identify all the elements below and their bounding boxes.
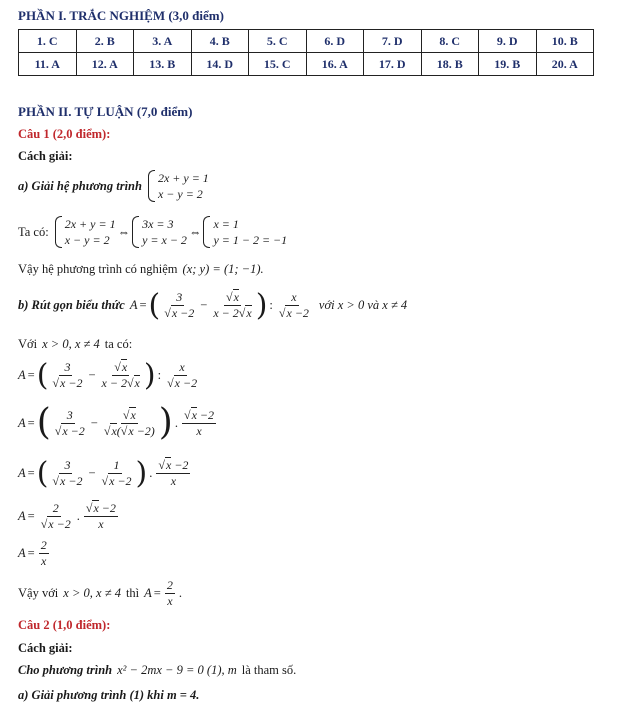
- paren-open: (: [36, 357, 49, 393]
- denominator: √x −2: [164, 306, 195, 320]
- dot: .: [149, 466, 153, 480]
- answer-cell: 4. B: [191, 30, 249, 53]
- radicand: x: [174, 376, 180, 390]
- numerator: √x: [122, 407, 136, 422]
- denominator: √x −2: [52, 474, 83, 488]
- denominator: x: [98, 517, 104, 531]
- part1-title: PHẦN I. TRẮC NGHIỆM (3,0 điểm): [18, 8, 224, 23]
- answer-cell: 7. D: [364, 30, 422, 53]
- answer-cell: 20. A: [536, 53, 594, 76]
- equation: 3x = 3: [142, 217, 174, 231]
- numerator: √x −2: [158, 458, 189, 472]
- denominator: x: [170, 474, 177, 488]
- equals-sign: =: [139, 298, 147, 312]
- brace: [203, 216, 210, 248]
- part2-title: PHẦN II. TỰ LUẬN (7,0 điểm): [18, 104, 193, 119]
- radicand: x: [130, 407, 136, 422]
- q2-method: Cách giải:: [18, 641, 73, 655]
- fraction: [39, 538, 49, 569]
- conclusion-prefix: Vậy với: [18, 586, 59, 600]
- radicand: x: [171, 306, 178, 320]
- radicand: x: [134, 376, 140, 390]
- denominator: x: [196, 423, 202, 438]
- fraction: [182, 408, 216, 439]
- condition: x > 0, x ≠ 4: [42, 337, 100, 351]
- system-4: [203, 216, 287, 248]
- radicand: x: [48, 517, 54, 531]
- q1-method: Cách giải:: [18, 149, 73, 163]
- denominator: √x −2: [278, 306, 309, 320]
- answer-cell: 5. C: [249, 30, 307, 53]
- numerator: 3: [176, 290, 183, 304]
- dot: .: [178, 586, 182, 600]
- answer-cell: 1. C: [19, 30, 77, 53]
- answer-table: [18, 29, 594, 76]
- radicand: x: [121, 360, 128, 374]
- radicand: x: [109, 474, 115, 488]
- fraction: [211, 290, 253, 321]
- term: x − 2: [101, 376, 127, 390]
- var-a: A: [18, 368, 26, 382]
- fraction: [50, 458, 84, 489]
- numerator: 3: [66, 407, 73, 422]
- term: −2: [199, 407, 214, 422]
- answer-cell: 19. B: [479, 53, 537, 76]
- denominator: √x −2: [54, 423, 85, 438]
- q2-prompt: Cho phương trình: [18, 663, 113, 677]
- paren-open: (: [148, 287, 161, 323]
- var-a: A: [18, 466, 26, 480]
- fraction: [84, 501, 118, 532]
- numerator: 3: [64, 458, 71, 472]
- answer-cell: 12. A: [76, 53, 134, 76]
- paren-close: ): [135, 455, 148, 491]
- fraction: [102, 408, 157, 439]
- q2-param: là tham số.: [241, 663, 297, 677]
- var-a: A: [18, 415, 26, 430]
- radicand: x: [93, 501, 99, 515]
- q1a-conclusion: [18, 262, 264, 277]
- term: −2: [294, 306, 309, 320]
- dot: .: [76, 509, 80, 523]
- var-a: A: [18, 509, 26, 523]
- term: −2: [174, 458, 189, 472]
- numerator: √x: [226, 290, 239, 304]
- term: −2: [117, 474, 132, 488]
- var-a: A: [129, 298, 138, 312]
- equals-sign: =: [153, 586, 161, 600]
- radicand: x: [111, 423, 117, 438]
- radicand: x: [60, 474, 66, 488]
- term: −2: [56, 517, 71, 531]
- equals-sign: =: [27, 466, 35, 480]
- dot: .: [174, 415, 178, 430]
- equals-sign: =: [27, 368, 35, 382]
- paren-close: ): [158, 402, 173, 443]
- answer-cell: 8. C: [421, 30, 479, 53]
- paren-close: ): [143, 357, 156, 393]
- step-1: [18, 357, 201, 393]
- numerator: √x: [114, 360, 128, 374]
- numerator: x: [179, 360, 185, 374]
- numerator: 2: [166, 578, 173, 592]
- answer-cell: 16. A: [306, 53, 364, 76]
- q1-heading: Câu 1 (2,0 điểm):: [18, 127, 111, 141]
- numerator: 1: [113, 458, 120, 472]
- q2-equation: x² − 2mx − 9 = 0 (1), m: [117, 663, 237, 677]
- brace: [55, 216, 62, 248]
- taco-label-2: ta có:: [104, 337, 133, 351]
- minus-sign: −: [90, 415, 98, 430]
- radicand: x: [246, 306, 252, 320]
- equals-sign: =: [27, 509, 35, 523]
- conclusion-text: Vậy hệ phương trình có nghiệm: [18, 262, 178, 276]
- term: −2: [183, 376, 198, 390]
- answer-cell: 6. D: [306, 30, 364, 53]
- equation: x − y = 2: [64, 233, 110, 247]
- system-2: [55, 216, 116, 248]
- equals-sign: =: [27, 546, 35, 560]
- radicand: x: [191, 407, 197, 422]
- solution-value: (x; y) = (1; −1).: [182, 262, 264, 276]
- q2-heading: Câu 2 (1,0 điểm):: [18, 618, 111, 632]
- numerator: x: [291, 290, 297, 304]
- conclusion-mid: thì: [125, 586, 140, 600]
- radicand: x: [165, 458, 172, 472]
- radicand: x: [128, 423, 134, 438]
- answer-cell: 13. B: [134, 53, 192, 76]
- denominator: x − 2√x: [213, 306, 252, 320]
- denominator: √x −2: [52, 376, 83, 390]
- term: −2: [70, 423, 85, 438]
- q2a-prompt: a) Giải phương trình (1) khi m = 4.: [18, 688, 200, 702]
- step-4: [18, 501, 120, 532]
- table-row: [19, 30, 594, 53]
- term: −2: [68, 474, 83, 488]
- denominator: x: [41, 554, 47, 568]
- term: −2: [68, 376, 83, 390]
- paren-open: (: [36, 455, 49, 491]
- condition: x > 0, x ≠ 4: [63, 586, 121, 600]
- system-1: [148, 170, 209, 202]
- fraction: [100, 360, 142, 391]
- denominator: √x −2: [101, 474, 132, 488]
- q1b-prompt: b) Rút gọn biểu thức: [18, 298, 125, 312]
- system-3: [132, 216, 187, 248]
- q1b-conclusion: [18, 578, 184, 609]
- step-5: [18, 538, 51, 569]
- answer-cell: 14. D: [191, 53, 249, 76]
- q1b-prompt-line: [18, 287, 408, 323]
- answer-cell: 15. C: [249, 53, 307, 76]
- radicand: x: [286, 306, 292, 320]
- fraction: [165, 578, 175, 609]
- term: −2: [136, 423, 151, 438]
- equiv-symbol: ⇔: [188, 224, 202, 239]
- equation: x − y = 2: [157, 187, 203, 201]
- numerator: 2: [40, 538, 47, 552]
- q1a-line: [18, 170, 209, 202]
- q1a-prompt: a) Giải hệ phương trình: [18, 178, 142, 193]
- answer-cell: 3. A: [134, 30, 192, 53]
- fraction: [165, 360, 199, 391]
- equation: 2x + y = 1: [157, 171, 209, 185]
- numerator: 3: [64, 360, 71, 374]
- colon: :: [269, 298, 273, 312]
- numerator: 2: [52, 501, 59, 515]
- var-a: A: [18, 546, 26, 560]
- q1a-solution-line: [18, 216, 287, 248]
- radicand: x: [62, 423, 68, 438]
- step-2: [18, 402, 218, 443]
- denominator: √x(√x −2): [103, 423, 155, 438]
- step-3: [18, 455, 192, 491]
- answer-cell: 17. D: [364, 53, 422, 76]
- fraction: [50, 360, 84, 391]
- var-a: A: [144, 586, 152, 600]
- equation: 2x + y = 1: [64, 217, 116, 231]
- term: −2: [180, 306, 195, 320]
- equation: y = 1 − 2 = −1: [213, 233, 288, 247]
- colon: :: [157, 368, 162, 382]
- minus-sign: −: [200, 298, 208, 312]
- answer-cell: 9. D: [479, 30, 537, 53]
- answer-cell: 18. B: [421, 53, 479, 76]
- paren-close: ): [255, 287, 268, 323]
- minus-sign: −: [88, 368, 96, 382]
- denominator: x − 2√x: [101, 376, 140, 390]
- brace: [132, 216, 139, 248]
- radicand: x: [60, 376, 66, 390]
- numerator: √x −2: [85, 501, 116, 515]
- denominator: √x −2: [40, 517, 71, 531]
- fraction: [53, 408, 87, 439]
- answer-cell: 10. B: [536, 30, 594, 53]
- fraction: [162, 290, 196, 321]
- taco-label: Ta có:: [18, 224, 49, 239]
- fraction: [277, 290, 311, 321]
- answer-cell: 11. A: [19, 53, 77, 76]
- fraction: [100, 458, 134, 489]
- with-label: Với: [18, 337, 38, 351]
- term: −2: [101, 501, 116, 515]
- q1b-with-cond: [18, 337, 132, 352]
- equals-sign: =: [27, 415, 35, 430]
- equiv-symbol: ⇔: [117, 224, 131, 239]
- table-row: [19, 53, 594, 76]
- minus-sign: −: [88, 466, 96, 480]
- q1b-condition: với x > 0 và x ≠ 4: [318, 298, 408, 312]
- radicand: x: [233, 290, 239, 304]
- answer-cell: 2. B: [76, 30, 134, 53]
- denominator: x: [167, 594, 173, 608]
- term: x − 2: [213, 306, 239, 320]
- equation: x = 1: [213, 217, 239, 231]
- denominator: √x −2: [167, 376, 198, 390]
- brace: [148, 170, 155, 202]
- fraction: [156, 458, 190, 489]
- fraction: [39, 501, 73, 532]
- equation: y = x − 2: [142, 233, 187, 247]
- q2-prompt-line: [18, 663, 296, 678]
- paren-open: (: [36, 402, 51, 443]
- numerator: √x −2: [183, 407, 214, 422]
